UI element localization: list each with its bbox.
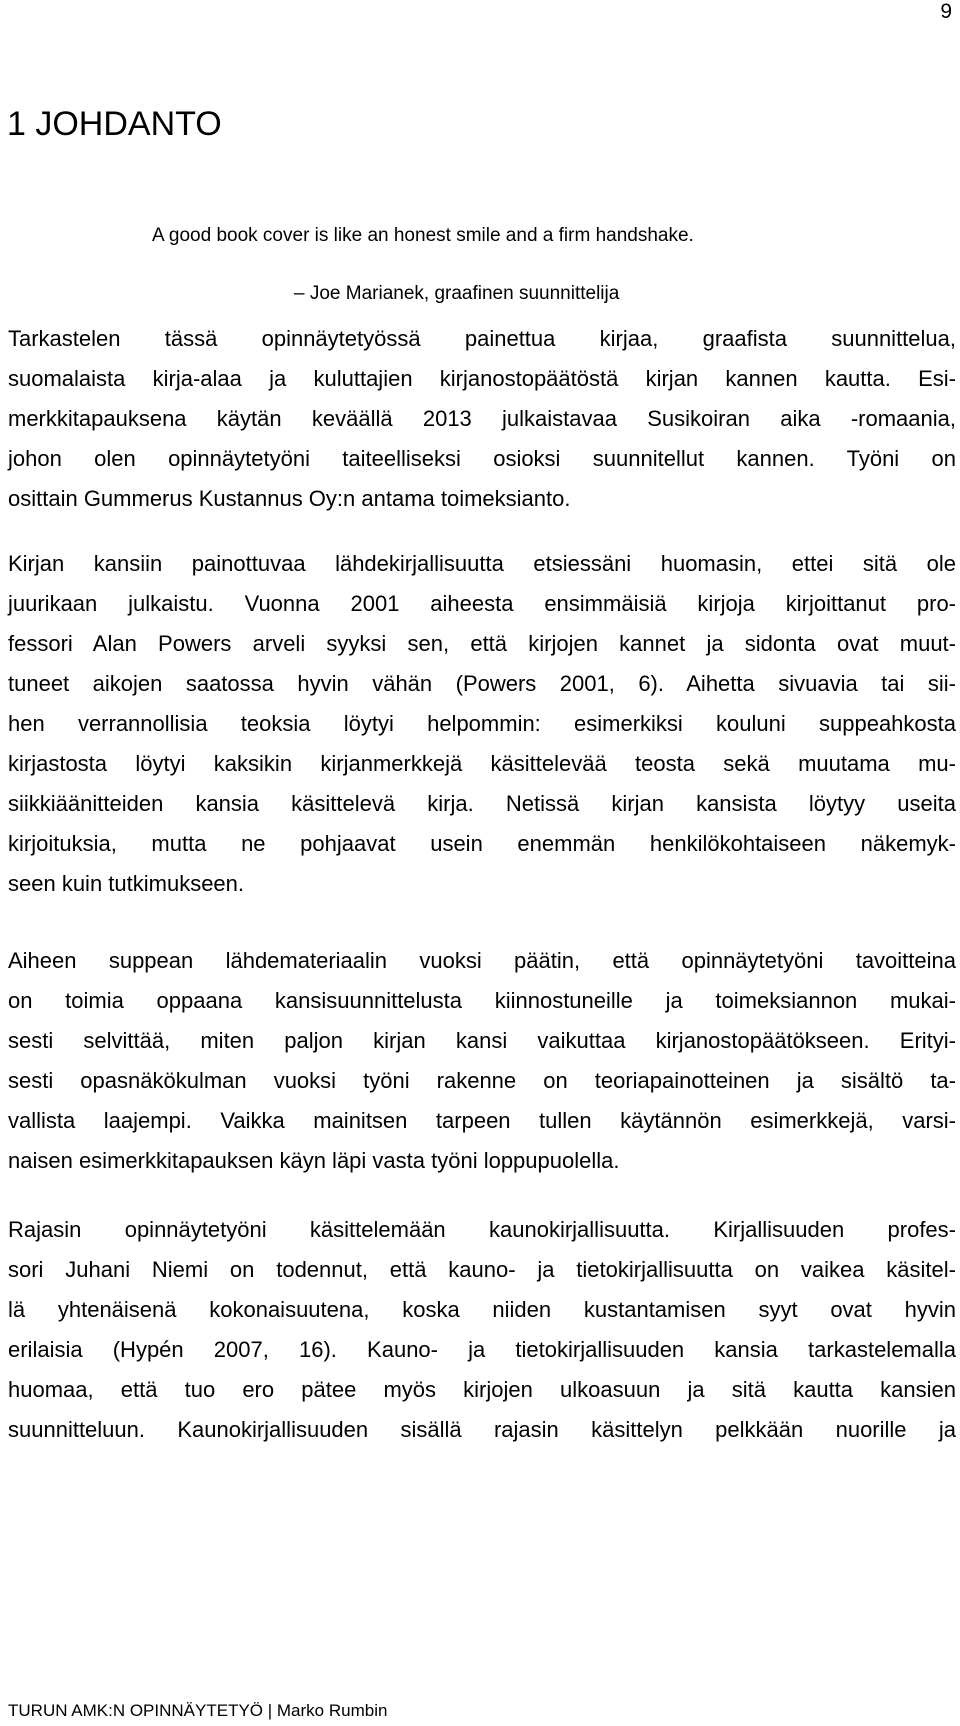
text-line: johon olen opinnäytetyöni taiteelliseksi osioksi suunnitellut kannen. Työni on xyxy=(8,446,956,471)
paragraph-1 xyxy=(8,319,956,519)
text-line: Kirjan kansiin painottuvaa lähdekirjallisuutta etsiessäni huomasin, ettei sitä ole xyxy=(8,551,956,576)
text-line: kirjastosta löytyi kaksikin kirjanmerkkejä käsittelevää teosta sekä muutama mu- xyxy=(8,751,956,776)
text-line: juurikaan julkaistu. Vuonna 2001 aiheesta ensimmäisiä kirjoja kirjoittanut pro- xyxy=(8,591,956,616)
epigraph-attribution: – Joe Marianek, graafinen suunnittelija xyxy=(294,283,620,304)
text-line: hen verrannollisia teoksia löytyi helpommin: esimerkiksi kouluni suppeahkosta xyxy=(8,711,956,736)
paragraph-2 xyxy=(8,544,956,904)
text-line: merkkitapauksena käytän keväällä 2013 julkaistavaa Susikoiran aika -romaania, xyxy=(8,406,956,431)
epigraph-quote: A good book cover is like an honest smile and a firm handshake. xyxy=(152,225,694,246)
text-line: fessori Alan Powers arveli syyksi sen, että kirjojen kannet ja sidonta ovat muut- xyxy=(8,631,956,656)
text-line: on toimia oppaana kansisuunnittelusta kiinnostuneille ja toimeksiannon mukai- xyxy=(8,988,956,1013)
text-line: suunnitteluun. Kaunokirjallisuuden sisällä rajasin käsittelyn pelkkään nuorille ja xyxy=(8,1417,956,1442)
text-line: tuneet aikojen saatossa hyvin vähän (Powers 2001, 6). Aihetta sivuavia tai sii- xyxy=(8,671,956,696)
text-line: seen kuin tutkimukseen. xyxy=(8,871,245,896)
paragraph-3 xyxy=(8,941,956,1181)
chapter-title: 1 JOHDANTO xyxy=(7,105,222,143)
text-line: Rajasin opinnäytetyöni käsittelemään kaunokirjallisuutta. Kirjallisuuden profes- xyxy=(8,1217,956,1242)
text-line: erilaisia (Hypén 2007, 16). Kauno- ja tietokirjallisuuden kansia tarkastelemalla xyxy=(8,1337,956,1362)
text-line: huomaa, että tuo ero pätee myös kirjojen ulkoasuun ja sitä kautta kansien xyxy=(8,1377,956,1402)
text-line: siikkiäänitteiden kansia käsittelevä kirja. Netissä kirjan kansista löytyy useita xyxy=(8,791,956,816)
footer: TURUN AMK:N OPINNÄYTETYÖ | Marko Rumbin xyxy=(8,1701,388,1720)
text-line: suomalaista kirja-alaa ja kuluttajien kirjanostopäätöstä kirjan kannen kautta. Esi- xyxy=(8,366,956,391)
text-line: vallista laajempi. Vaikka mainitsen tarpeen tullen käytännön esimerkkejä, varsi- xyxy=(8,1108,956,1133)
text-line: sesti opasnäkökulman vuoksi työni rakenne on teoriapainotteinen ja sisältö ta- xyxy=(8,1068,956,1093)
text-line: sesti selvittää, miten paljon kirjan kansi vaikuttaa kirjanostopäätökseen. Erityi- xyxy=(8,1028,956,1053)
text-line: naisen esimerkkitapauksen käyn läpi vasta työni loppupuolella. xyxy=(8,1148,620,1173)
page-number: 9 xyxy=(940,0,952,23)
text-line: osittain Gummerus Kustannus Oy:n antama toimeksianto. xyxy=(8,486,571,511)
text-line: lä yhtenäisenä kokonaisuutena, koska niiden kustantamisen syyt ovat hyvin xyxy=(8,1297,956,1322)
paragraph-4 xyxy=(8,1210,956,1450)
text-line: Aiheen suppean lähdemateriaalin vuoksi päätin, että opinnäytetyöni tavoitteina xyxy=(8,948,956,973)
text-line: kirjoituksia, mutta ne pohjaavat usein enemmän henkilökohtaiseen näkemyk- xyxy=(8,831,956,856)
text-line: Tarkastelen tässä opinnäytetyössä painettua kirjaa, graafista suunnittelua, xyxy=(8,326,956,351)
text-line: sori Juhani Niemi on todennut, että kauno- ja tietokirjallisuutta on vaikea käsitel- xyxy=(8,1257,956,1282)
